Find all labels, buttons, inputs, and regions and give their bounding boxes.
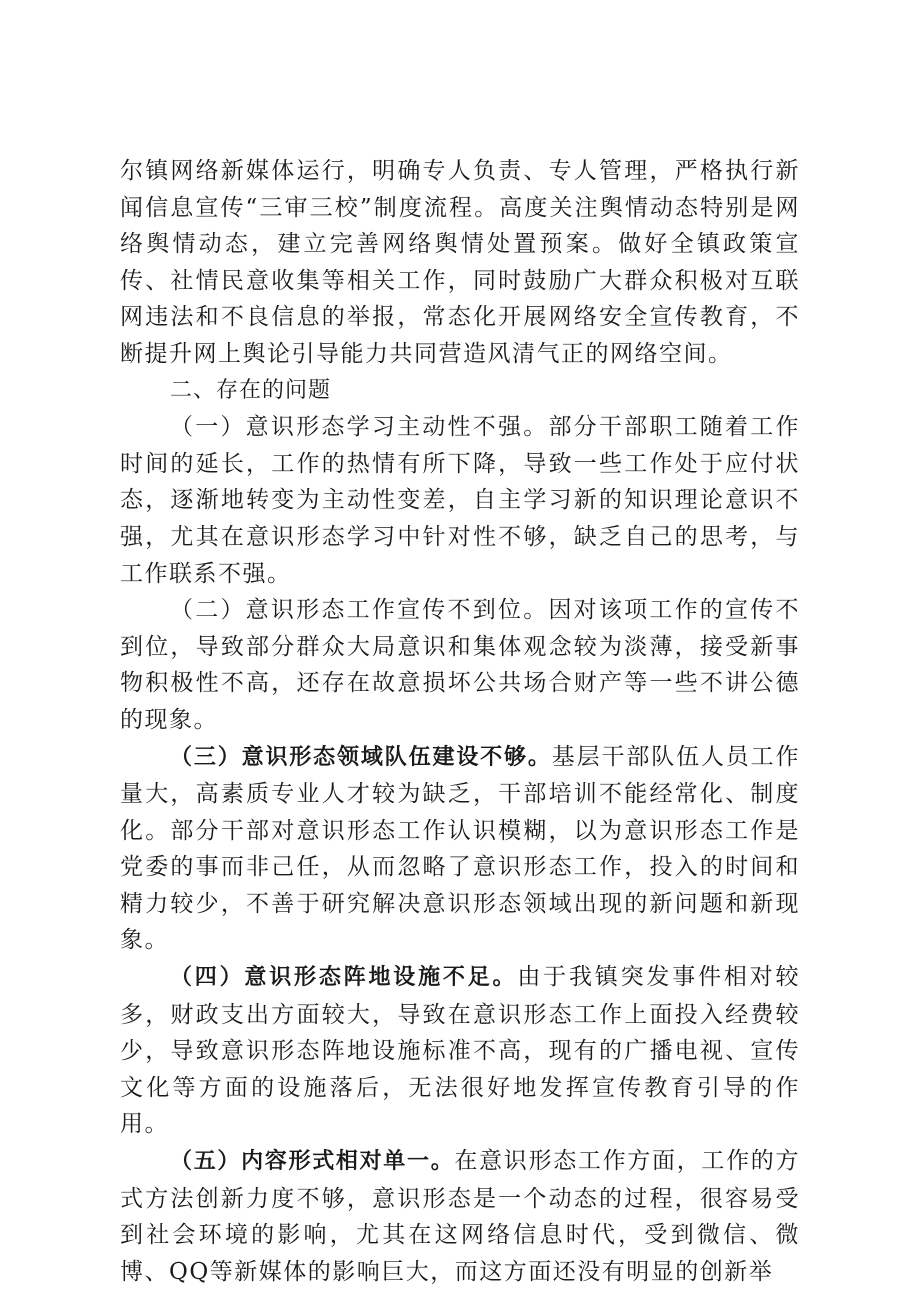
problem-5-body: 在意识形态工作方面，工作的方式方法创新力度不够，意识形态是一个动态的过程，很容易受到社会环境的影响，尤其在这网络信息时代，受到微信、微博、QQ等新媒体的影响巨大，而这方面还没有明显的创新举 <box>120 1148 800 1285</box>
problem-paragraph-2 <box>120 592 800 738</box>
problem-paragraph-4 <box>120 959 800 1143</box>
problem-paragraph-3 <box>120 739 800 960</box>
problem-4-body: 由于我镇突发事件相对较多，财政支出方面较大，导致在意识形态工作上面投入经费较少，导致意识形态阵地设施标准不高，现有的广播电视、宣传文化等方面的设施落后，无法很好地发挥宣传教育引导的作用。 <box>120 964 800 1138</box>
problem-1-lead: （一）意识形态学习主动性不强。 <box>170 414 549 441</box>
problem-3-body: 基层干部队伍人员工作量大，高素质专业人才较为缺乏，干部培训不能经常化、制度化。部分干部对意识形态工作认识模糊，以为意识形态工作是党委的事而非己任，从而忽略了意识形态工作，投入的时间和精力较少，不善于研究解决意识形态领域出现的新问题和新现象。 <box>120 743 800 954</box>
problem-paragraph-5 <box>120 1143 800 1290</box>
problem-5-lead: （五）内容形式相对单一。 <box>170 1149 455 1175</box>
problem-paragraph-1 <box>120 409 800 592</box>
intro-paragraph: 尔镇网络新媒体运行，明确专人负责、专人管理，严格执行新闻信息宣传“三审三校”制度流程。高度关注舆情动态特别是网络舆情动态，建立完善网络舆情处置预案。做好全镇政策宣传、社情民意收集等相关工作，同时鼓励广大群众积极对互联网违法和不良信息的举报，常态化开展网络安全宣传教育，不断提升网上舆论引导能力共同营造风清气正的网络空间。 <box>120 158 800 367</box>
problem-4-lead: （四）意识形态阵地设施不足。 <box>170 965 518 991</box>
problem-2-lead: （二）意识形态工作宣传不到位。 <box>170 597 549 624</box>
problem-1-body: 部分干部职工随着工作时间的延长，工作的热情有所下降，导致一些工作处于应付状态，逐渐地转变为主动性变差，自主学习新的知识理论意识不强，尤其在意识形态学习中针对性不够，缺乏自己的思考，与工作联系不强。 <box>120 414 801 587</box>
problem-2-body: 因对该项工作的宣传不到位，导致部分群众大局意识和集体观念较为淡薄，接受新事物积极性不高，还存在故意损坏公共场合财产等一些不讲公德的现象。 <box>120 597 801 733</box>
problem-3-lead: （三）意识形态领域队伍建设不够。 <box>170 744 552 770</box>
document-body <box>120 153 800 1290</box>
section-heading: 二、存在的问题 <box>170 377 332 403</box>
